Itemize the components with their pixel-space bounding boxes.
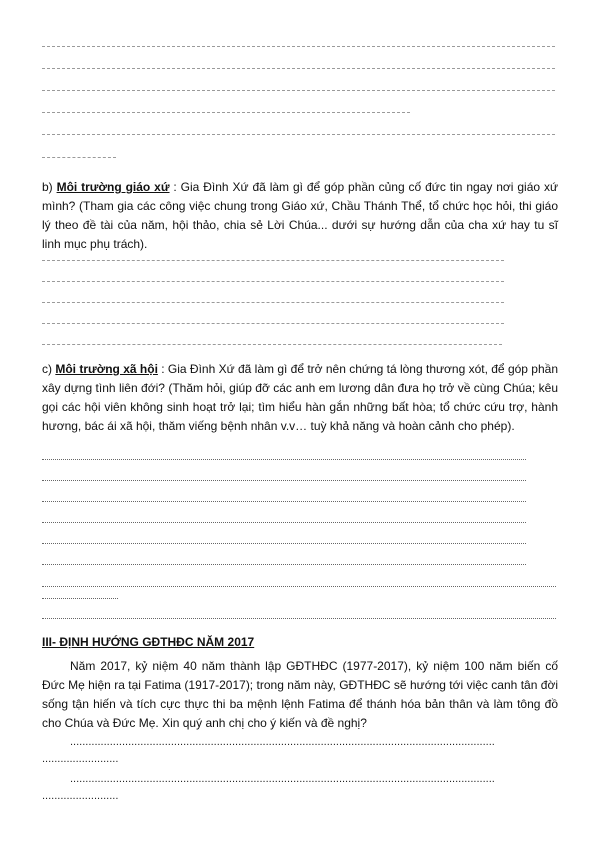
section-b-text: : Gia Đình Xứ đã làm gì để góp phần củng cố đức tin ngay nơi giáo xứ mình? (Tham gia các công việc chung trong Giáo xứ, Chầu Thánh Thể, tổ chức học hỏi, thi giáo lý theo đề tài của năm, hội thảo, chia sẻ Lời Chúa... dưới sự hướng dẫn của cha xứ hay tu sĩ linh mục phụ trách). [42,180,558,251]
answer-line [42,459,526,460]
section-b-label: Môi trường giáo xứ [56,180,170,194]
section-iii-paragraph: Năm 2017, kỷ niệm 40 năm thành lập GĐTHĐC (1977-2017), kỷ niệm 100 năm biến cố Đức Mẹ hiện ra tại Fatima (1917-2017); trong năm này, GĐTHĐC sẽ hướng tới việc canh tân đời sống tận hiến và tích cực thực thi ba mệnh lệnh Fatima để thánh hóa bản thân và làm tông đồ cho Chúa và Đức Mẹ. Xin quý anh chị cho ý kiến và đề nghị? [42,659,558,730]
answer-line [42,543,526,544]
answer-line [42,134,555,135]
answer-line [42,46,555,47]
answer-dots: ......................... [42,790,119,802]
section-c-label: Môi trường xã hội [55,362,158,376]
section-c-prefix: c) [42,362,52,376]
section-b-paragraph [42,178,558,254]
answer-line [42,157,116,158]
answer-line [42,480,526,481]
section-c-paragraph [42,360,558,436]
answer-dots: ......................... [42,753,119,765]
answer-line [42,586,556,587]
section-iii-heading: III- ĐỊNH HƯỚNG GĐTHĐC NĂM 2017 [42,635,255,649]
answer-dots: ........................................................................................................................................... [70,773,495,785]
answer-line [42,281,504,282]
answer-line [42,323,504,324]
answer-line [42,598,118,599]
answer-line [42,564,526,565]
answer-line [42,618,556,619]
answer-dots: ........................................................................................................................................... [70,736,495,748]
answer-line [42,260,504,261]
section-c-text: : Gia Đình Xứ đã làm gì để trở nên chứng tá lòng thương xót, để góp phần xây dựng tình liên đới? (Thăm hỏi, giúp đỡ các anh em lương dân đưa họ trở về cùng Chúa; kêu gọi các hội viên không sinh hoạt trở lại; tìm hiểu hàn gắn những bất hòa; tổ chức cứu trợ, hành hương, bác ái xã hội, thăm viếng bệnh nhân v.v… tuỳ khả năng và hoàn cảnh cho phép). [42,362,558,433]
answer-line [42,501,526,502]
answer-line [42,90,555,91]
answer-line [42,68,555,69]
answer-line [42,302,504,303]
answer-line [42,522,526,523]
section-b-prefix: b) [42,180,53,194]
answer-line [42,344,502,345]
answer-line [42,112,410,113]
